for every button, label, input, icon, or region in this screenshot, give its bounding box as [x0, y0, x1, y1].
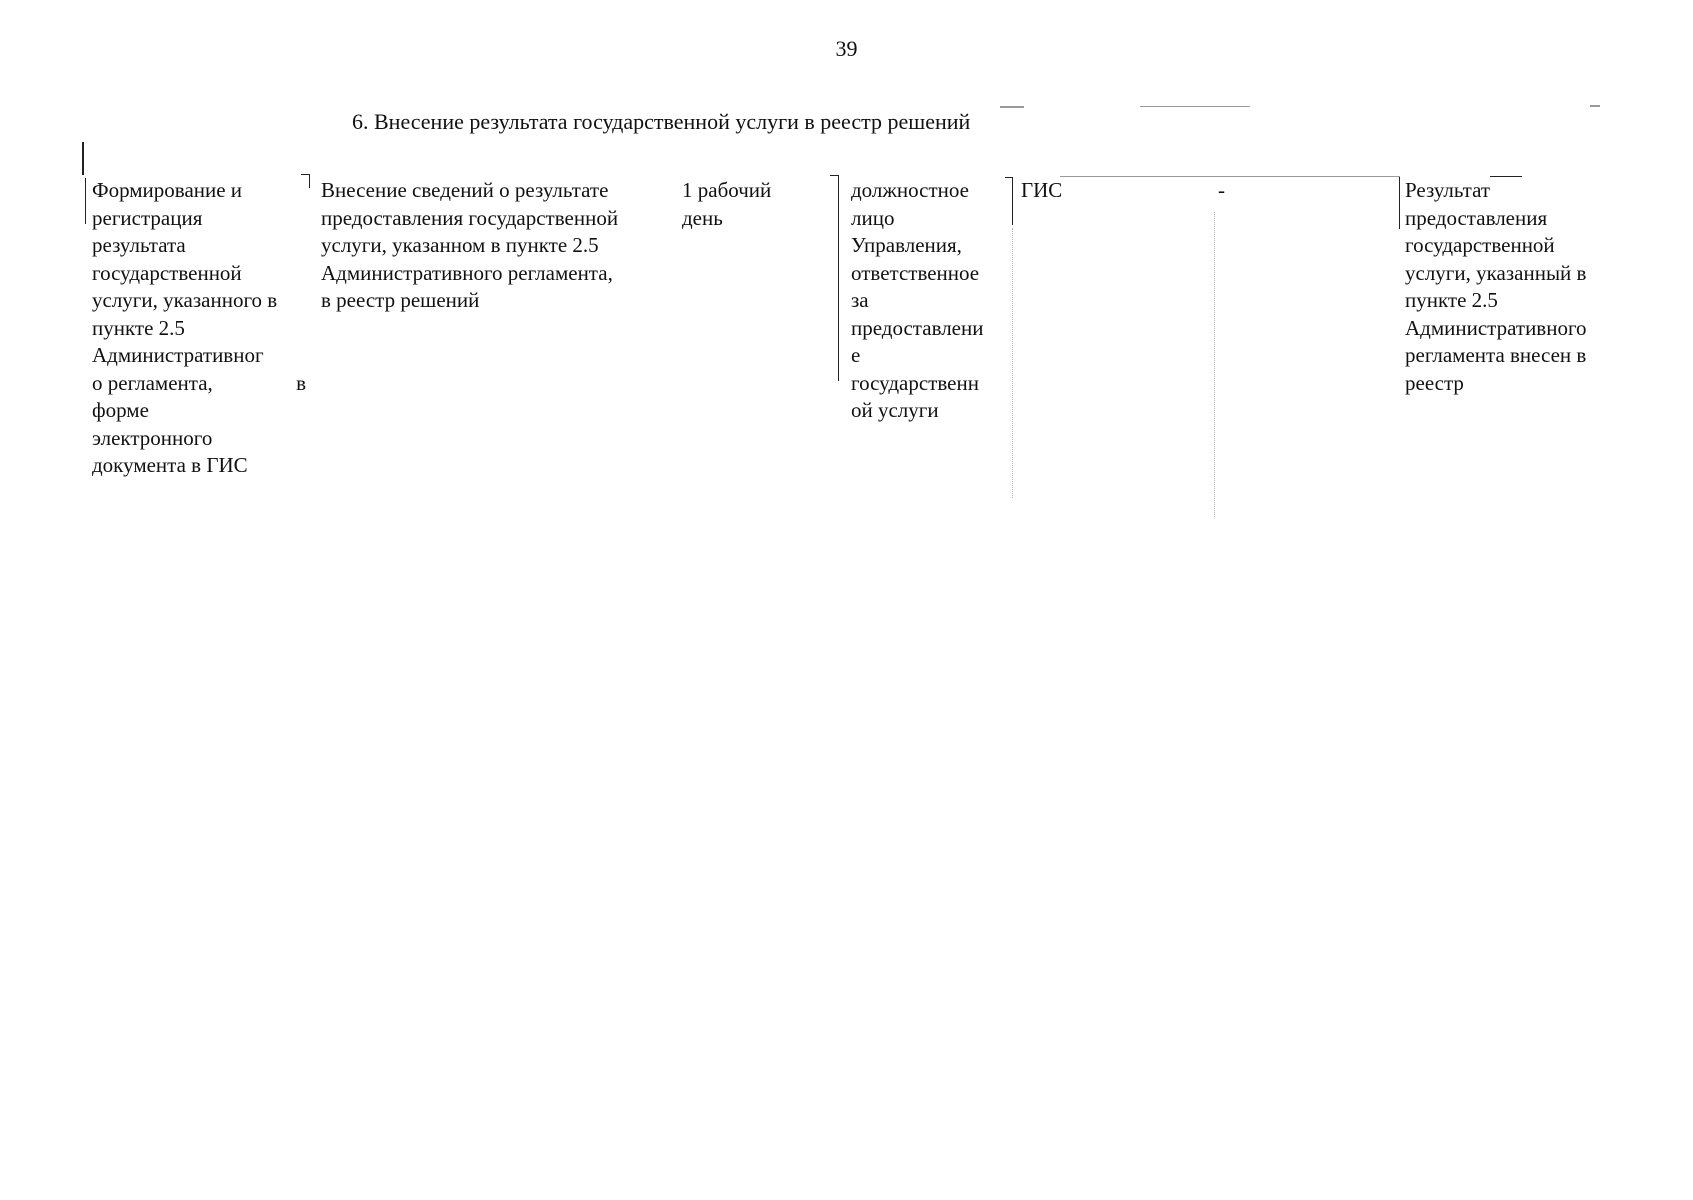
cell-line: Результат [1405, 178, 1491, 202]
cell-line: пункте 2.5 [92, 315, 185, 340]
cell-line: ответственное [851, 260, 980, 285]
cell-system [1021, 177, 1171, 205]
cell-criteria [1218, 177, 1258, 205]
cell-line: электронного [92, 425, 213, 450]
cell-result [1405, 177, 1625, 397]
column-divider-3 [838, 175, 839, 381]
cell-line: регламента внесен в [1405, 343, 1587, 367]
cell-line: реестр [1405, 370, 1464, 395]
cell-line: е [851, 343, 861, 367]
cell-line: ГИС [1021, 178, 1063, 202]
top-rule-faint-1 [1000, 106, 1024, 108]
column-divider-4-dotted [1012, 228, 1013, 498]
cell-line: Внесение сведений о результате [321, 178, 609, 202]
cell-responsible [851, 177, 1001, 425]
cell-line: государственной [92, 260, 242, 285]
section-title: 6. Внесение результата государственной услуги в реестр решений [352, 109, 971, 134]
cell-content [321, 177, 665, 315]
cell-line: предоставления [1405, 205, 1548, 230]
cell-line: день [682, 205, 723, 230]
top-rule-faint-2 [1140, 106, 1250, 107]
column-divider-4 [1012, 177, 1013, 225]
cell-line: государственной [1405, 233, 1555, 257]
cell-line: 1 рабочий [682, 178, 772, 202]
cell-line: услуги, указанный в [1405, 260, 1587, 285]
cell-action [92, 177, 306, 480]
cell-line: Административного [1405, 315, 1587, 340]
cell-line: за [851, 288, 869, 312]
cell-line: результата [92, 233, 186, 257]
top-rule-faint-3 [1590, 105, 1600, 107]
cell-line: Административного регламента, [321, 260, 613, 285]
cell-line: форме [92, 398, 149, 422]
cell-line: - [1218, 178, 1225, 202]
cell-line-part: о регламента, [92, 370, 213, 395]
column-divider-1 [309, 174, 310, 188]
cell-line: пункте 2.5 [1405, 288, 1498, 312]
cell-line: предоставлени [851, 315, 984, 340]
cell-line: услуги, указанном в пункте 2.5 [321, 233, 599, 257]
cell-line-justified [92, 370, 306, 398]
cell-line: должностное [851, 178, 969, 202]
cell-line: документа в ГИС [92, 453, 248, 477]
cell-line: ой услуги [851, 398, 939, 422]
table-border-left-lower [85, 178, 86, 224]
cell-line: в реестр решений [321, 288, 480, 312]
cell-line-part: в [296, 370, 306, 395]
table-border-left [82, 142, 84, 175]
page-number: 39 [835, 36, 858, 61]
cell-line: Управления, [851, 233, 962, 257]
cell-line: Административног [92, 343, 264, 367]
cell-line: Формирование и [92, 178, 243, 202]
column-divider-6 [1399, 177, 1400, 229]
column-divider-1-cap [301, 174, 310, 175]
column-divider-4-cap [1005, 177, 1013, 178]
cell-term [682, 177, 802, 232]
column-divider-3-cap [830, 175, 839, 176]
cell-line: регистрация [92, 205, 203, 230]
cell-line: предоставления государственной [321, 205, 619, 230]
cell-line: лицо [851, 205, 895, 230]
column-divider-5-dotted [1214, 212, 1215, 517]
cell-line: государственн [851, 370, 979, 395]
cell-line: услуги, указанного в [92, 288, 278, 312]
